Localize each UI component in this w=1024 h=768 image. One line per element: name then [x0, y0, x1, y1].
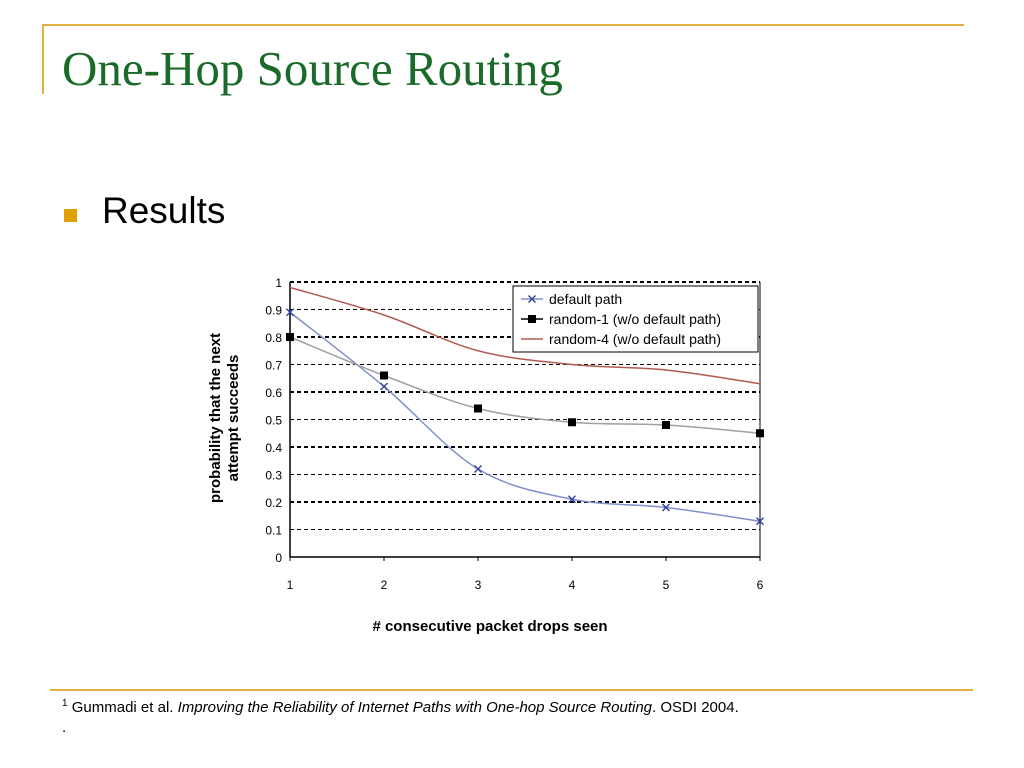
data-point: [475, 466, 482, 473]
data-point: [381, 383, 388, 390]
bullet-square-icon: [64, 209, 77, 222]
y-tick-label: 1: [275, 276, 282, 290]
footnote-authors: Gummadi et al.: [71, 699, 178, 716]
y-tick-label: 0: [275, 551, 282, 565]
footnote-trailing: .: [62, 719, 67, 736]
y-tick-label: 0.6: [265, 386, 282, 400]
y-tick-label: 0.4: [265, 441, 282, 455]
y-axis-label-line-2: attempt succeeds: [225, 354, 242, 482]
y-tick-label: 0.2: [265, 496, 282, 510]
footnote: [62, 698, 739, 716]
y-axis-label-line-1: probability that the next: [207, 332, 224, 504]
x-tick-label: 4: [568, 578, 576, 592]
x-axis-label: # consecutive packet drops seen: [372, 618, 608, 635]
y-tick-label: 0.9: [265, 303, 282, 318]
top-accent-rule: [42, 24, 964, 26]
data-point: [756, 429, 764, 437]
left-accent-rule: [42, 24, 44, 94]
legend-marker: [528, 315, 536, 323]
y-tick-labels: [265, 276, 282, 565]
y-tick-label: 0.7: [265, 358, 282, 373]
bullet-text: Results: [102, 190, 226, 231]
y-tick-label: 0.3: [265, 468, 282, 483]
y-tick-label: 0.1: [265, 523, 282, 538]
data-point: [568, 418, 576, 426]
legend-label: default path: [549, 291, 623, 307]
x-tick-label: 5: [662, 578, 670, 592]
y-tick-label: 0.5: [265, 413, 282, 428]
y-tick-label: 0.8: [265, 331, 282, 345]
legend-label: random-4 (w/o default path): [549, 331, 721, 347]
data-point: [380, 372, 388, 380]
footnote-marker: 1: [62, 698, 68, 709]
footer-rule: [50, 689, 973, 691]
footnote-venue: . OSDI 2004.: [652, 699, 739, 716]
legend-label: random-1 (w/o default path): [549, 311, 721, 327]
x-tick-label: 6: [756, 578, 764, 592]
data-point: [286, 333, 294, 341]
data-point: [662, 421, 670, 429]
results-chart: [200, 270, 780, 640]
slide-title: One-Hop Source Routing: [62, 41, 563, 96]
chart-legend: [513, 286, 758, 352]
x-tick-label: 1: [286, 578, 294, 592]
x-tick-labels: [287, 578, 764, 592]
data-point: [474, 405, 482, 413]
x-tick-label: 3: [474, 578, 482, 592]
footnote-paper-title: Improving the Reliability of Internet Paths with One-hop Source Routing: [177, 699, 653, 716]
x-tick-label: 2: [380, 578, 388, 592]
